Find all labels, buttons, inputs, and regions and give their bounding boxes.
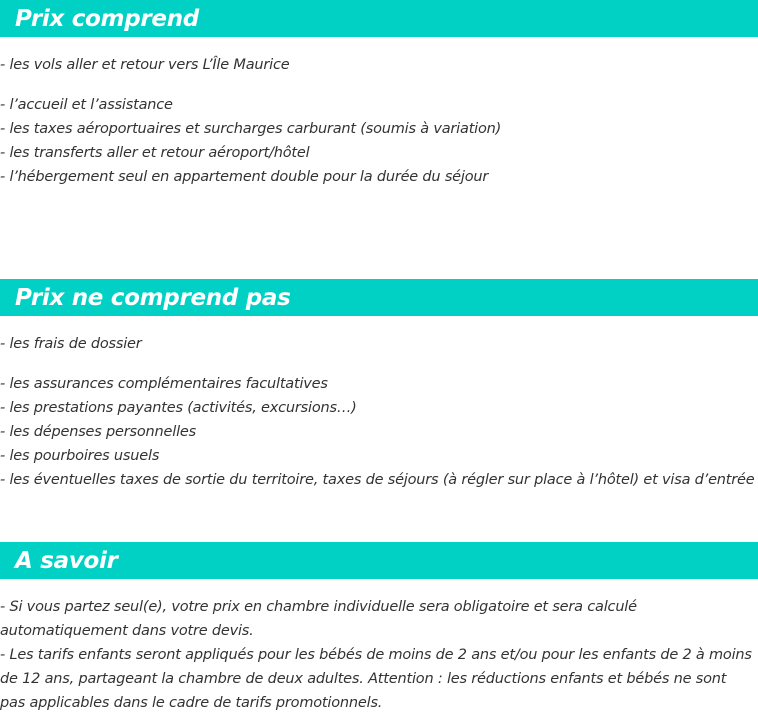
- section-a-savoir: [0, 542, 758, 715]
- section-header: [0, 0, 758, 37]
- list-item: - l’hébergement seul en appartement double pour la durée du séjour: [0, 169, 489, 185]
- list-item: - les dépenses personnelles: [0, 424, 196, 440]
- list-item: - les prestations payantes (activités, excursions…): [0, 400, 357, 416]
- list-item: - les vols aller et retour vers L’Île Maurice: [0, 57, 290, 73]
- list-item: - les assurances complémentaires facultatives: [0, 376, 328, 392]
- paragraph: - Les tarifs enfants seront appliqués pour les bébés de moins de 2 ans et/ou pour les enfants de 2 à moins de 12 ans, partageant la chambre de deux adultes. Attention : les réductions enfants et bébés ne sont pas applicables dans le cadre de tarifs promotionnels.: [0, 647, 752, 711]
- list-item: - les éventuelles taxes de sortie du territoire, taxes de séjours (à régler sur place à l’hôtel) et visa d’entrée: [0, 472, 755, 488]
- paragraph-block: [0, 595, 758, 715]
- section-prix-comprend: [0, 0, 758, 189]
- section-title: A savoir: [15, 547, 118, 574]
- section-header: [0, 542, 758, 579]
- section-title: Prix ne comprend pas: [15, 284, 291, 311]
- list-item: - les frais de dossier: [0, 336, 142, 352]
- list-item: - les pourboires usuels: [0, 448, 160, 464]
- section-title: Prix comprend: [15, 5, 199, 32]
- paragraph: - Si vous partez seul(e), votre prix en chambre individuelle sera obligatoire et sera calculé automatiquement dans votre devis.: [0, 599, 637, 639]
- list-item: - l’accueil et l’assistance: [0, 97, 173, 113]
- section-prix-ne-comprend-pas: [0, 279, 758, 492]
- list-item: - les transferts aller et retour aéroport/hôtel: [0, 145, 310, 161]
- section-header: [0, 279, 758, 316]
- list-item: - les taxes aéroportuaires et surcharges carburant (soumis à variation): [0, 121, 502, 137]
